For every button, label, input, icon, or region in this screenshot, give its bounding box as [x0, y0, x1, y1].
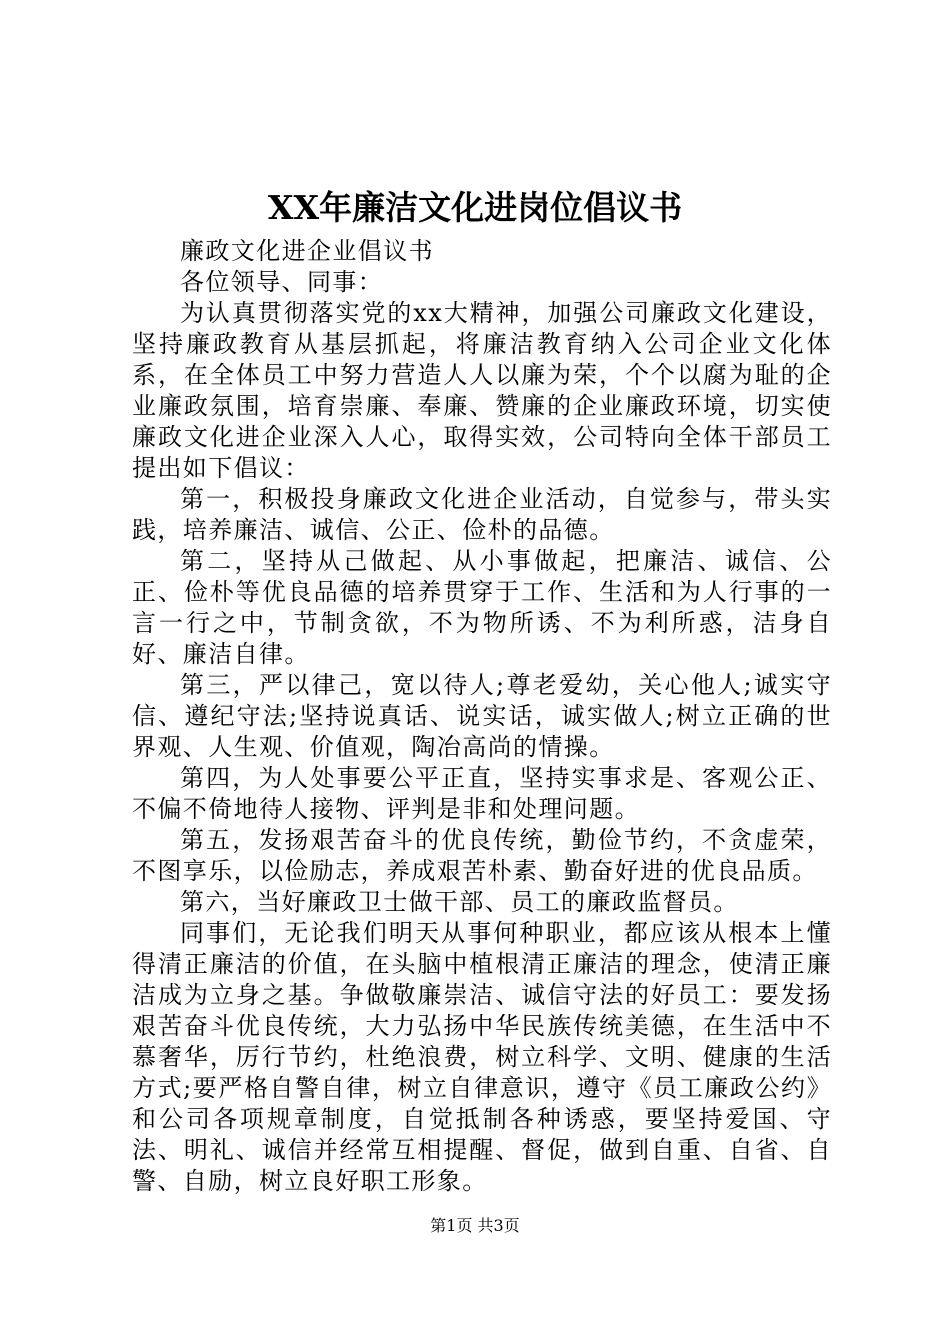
- document-paragraph: 第四，为人处事要公平正直，坚持实事求是、客观公正、不偏不倚地待人接物、评判是非和处理问题。: [132, 764, 832, 823]
- document-paragraph: 同事们，无论我们明天从事何种职业，都应该从根本上懂得清正廉洁的价值，在头脑中植根清正廉洁的理念，使清正廉洁成为立身之基。争做敬廉崇洁、诚信守法的好员工：要发扬艰苦奋斗优良传统，大力弘扬中华民族传统美德，在生活中不慕奢华，厉行节约，杜绝浪费，树立科学、文明、健康的生活方式;要严格自警自律，树立自律意识，遵守《员工廉政公约》和公司各项规章制度，自觉抵制各种诱惑，要坚持爱国、守法、明礼、诚信并经常互相提醒、督促，做到自重、自省、自警、自励，树立良好职工形象。: [132, 919, 832, 1195]
- document-paragraph: 第二，坚持从己做起、从小事做起，把廉洁、诚信、公正、俭朴等优良品德的培养贯穿于工作、生活和为人行事的一言一行之中，节制贪欲，不为物所诱、不为利所惑，洁身自好、廉洁自律。: [132, 547, 832, 668]
- document-paragraph: 为认真贯彻落实党的xx大精神，加强公司廉政文化建设，坚持廉政教育从基层抓起，将廉洁教育纳入公司企业文化体系，在全体员工中努力营造人人以廉为荣，个个以腐为耻的企业廉政氛围，培育崇廉、奉廉、赞廉的企业廉政环境，切实使廉政文化进企业深入人心，取得实效，公司特向全体干部员工提出如下倡议：: [132, 299, 832, 482]
- document-paragraph: 第一，积极投身廉政文化进企业活动，自觉参与，带头实践，培养廉洁、诚信、公正、俭朴的品德。: [132, 485, 832, 544]
- document-title: XX年廉洁文化进岗位倡议书: [267, 188, 683, 227]
- document-paragraph: 廉政文化进企业倡议书: [180, 237, 434, 265]
- document-paragraph: 第五，发扬艰苦奋斗的优良传统，勤俭节约，不贪虚荣，不图享乐，以俭励志，养成艰苦朴素、勤奋好进的优良品质。: [132, 826, 832, 885]
- document-body: [132, 236, 832, 1197]
- page-number: 第1页 共3页: [430, 1216, 520, 1235]
- document-paragraph: 第三，严以律己，宽以待人;尊老爱幼，关心他人;诚实守信、遵纪守法;坚持说真话、说实话，诚实做人;树立正确的世界观、人生观、价值观，陶冶高尚的情操。: [132, 671, 832, 761]
- document-paragraph: 各位领导、同事：: [180, 268, 384, 296]
- document-paragraph: 第六，当好廉政卫士做干部、员工的廉政监督员。: [180, 888, 739, 916]
